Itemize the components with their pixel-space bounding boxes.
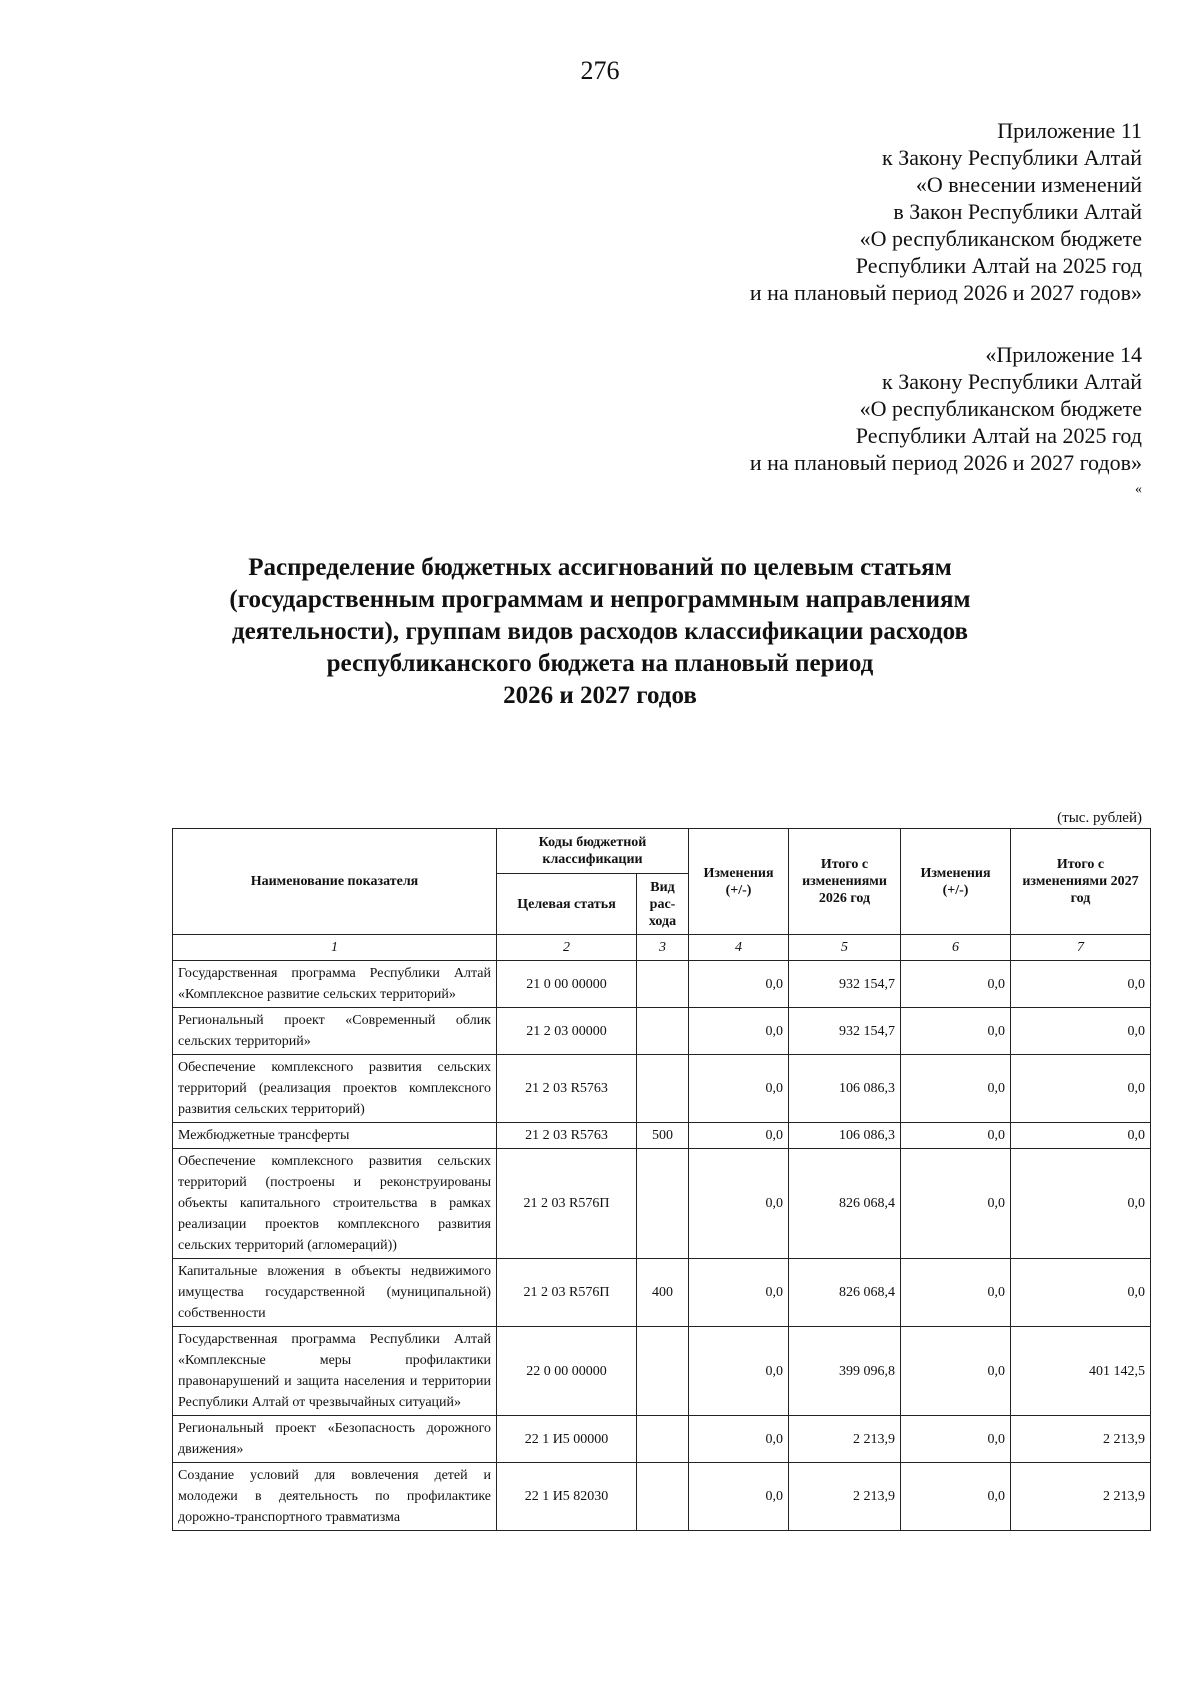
- header-target-article: Целевая статья: [497, 874, 637, 935]
- row-total-2027: 0,0: [1011, 1259, 1151, 1327]
- table-row: [173, 1123, 1151, 1149]
- header-total-2026: Итого с изменениями 2026 год: [789, 829, 901, 935]
- row-target-article: 21 2 03 00000: [497, 1008, 637, 1055]
- appendix-14-header: [750, 341, 1142, 476]
- table-row: [173, 1416, 1151, 1463]
- appendix-line: к Закону Республики Алтай: [882, 369, 1142, 394]
- appendix-line: «О республиканском бюджете: [859, 396, 1142, 421]
- title-line: республиканского бюджета на плановый период: [326, 650, 874, 677]
- row-total-2027: 0,0: [1011, 1008, 1151, 1055]
- title-line: (государственным программам и непрограммным направлениям: [229, 586, 971, 613]
- appendix-line: «Приложение 14: [985, 342, 1142, 367]
- header-codes-group: Коды бюджетной классификации: [497, 829, 689, 874]
- table-row: [173, 1008, 1151, 1055]
- column-number: 4: [689, 935, 789, 961]
- row-change-2027: 0,0: [901, 1259, 1011, 1327]
- row-expense-kind: [637, 1055, 689, 1123]
- opening-quote-mark: «: [1135, 482, 1142, 497]
- row-change-2027: 0,0: [901, 961, 1011, 1008]
- row-total-2027: 0,0: [1011, 961, 1151, 1008]
- row-target-article: 21 0 00 00000: [497, 961, 637, 1008]
- header-total-2027: Итого с изменениями 2027 год: [1011, 829, 1151, 935]
- appendix-line: Республики Алтай на 2025 год: [855, 423, 1142, 448]
- table-row: [173, 1463, 1151, 1531]
- row-name: Государственная программа Республики Алтай «Комплексное развитие сельских территорий»: [173, 961, 497, 1008]
- row-name: Региональный проект «Безопасность дорожного движения»: [173, 1416, 497, 1463]
- row-total-2027: 401 142,5: [1011, 1327, 1151, 1416]
- row-total-2026: 106 086,3: [789, 1055, 901, 1123]
- budget-table: [172, 828, 1151, 1531]
- row-name: Государственная программа Республики Алтай «Комплексные меры профилактики правонарушений и защита населения и территории Республики Алтай от чрезвычайных ситуаций»: [173, 1327, 497, 1416]
- table-row: [173, 1327, 1151, 1416]
- row-total-2026: 932 154,7: [789, 961, 901, 1008]
- row-name: Создание условий для вовлечения детей и молодежи в деятельность по профилактике дорожно-транспортного травматизма: [173, 1463, 497, 1531]
- column-number: 5: [789, 935, 901, 961]
- page-number: 276: [580, 56, 620, 85]
- row-change-2026: 0,0: [689, 1259, 789, 1327]
- header-name: Наименование показателя: [173, 829, 497, 935]
- row-total-2026: 826 068,4: [789, 1149, 901, 1259]
- row-total-2026: 932 154,7: [789, 1008, 901, 1055]
- row-name: Обеспечение комплексного развития сельских территорий (построены и реконструированы объекты капитального строительства в рамках реализации проектов комплексного развития сельских территорий (агломераций)): [173, 1149, 497, 1259]
- row-expense-kind: [637, 1463, 689, 1531]
- row-target-article: 22 1 И5 00000: [497, 1416, 637, 1463]
- column-number: 2: [497, 935, 637, 961]
- row-change-2026: 0,0: [689, 1149, 789, 1259]
- appendix-line: и на плановый период 2026 и 2027 годов»: [749, 450, 1142, 475]
- row-expense-kind: [637, 1327, 689, 1416]
- title-line: 2026 и 2027 годов: [503, 682, 697, 709]
- appendix-line: и на плановый период 2026 и 2027 годов»: [749, 280, 1142, 305]
- row-name: Капитальные вложения в объекты недвижимого имущества государственной (муниципальной) собственности: [173, 1259, 497, 1327]
- row-total-2027: 0,0: [1011, 1055, 1151, 1123]
- row-target-article: 22 0 00 00000: [497, 1327, 637, 1416]
- column-number: 1: [173, 935, 497, 961]
- row-change-2026: 0,0: [689, 1327, 789, 1416]
- row-total-2026: 2 213,9: [789, 1463, 901, 1531]
- row-change-2027: 0,0: [901, 1416, 1011, 1463]
- row-change-2027: 0,0: [901, 1463, 1011, 1531]
- row-total-2026: 399 096,8: [789, 1327, 901, 1416]
- appendix-line: в Закон Республики Алтай: [893, 199, 1142, 224]
- row-expense-kind: 500: [637, 1123, 689, 1149]
- header-change-2026: Изменения (+/-): [689, 829, 789, 935]
- header-expense-kind: Вид рас-хода: [637, 874, 689, 935]
- row-target-article: 21 2 03 R576П: [497, 1149, 637, 1259]
- table-row: [173, 1149, 1151, 1259]
- row-change-2027: 0,0: [901, 1123, 1011, 1149]
- column-number: 7: [1011, 935, 1151, 961]
- row-change-2027: 0,0: [901, 1055, 1011, 1123]
- row-name: Межбюджетные трансферты: [173, 1123, 497, 1149]
- row-target-article: 21 2 03 R5763: [497, 1055, 637, 1123]
- row-expense-kind: [637, 961, 689, 1008]
- row-total-2026: 2 213,9: [789, 1416, 901, 1463]
- row-expense-kind: [637, 1008, 689, 1055]
- row-target-article: 22 1 И5 82030: [497, 1463, 637, 1531]
- appendix-line: «О республиканском бюджете: [859, 226, 1142, 251]
- column-number: 3: [637, 935, 689, 961]
- table-row: [173, 1259, 1151, 1327]
- row-change-2027: 0,0: [901, 1149, 1011, 1259]
- row-change-2026: 0,0: [689, 961, 789, 1008]
- row-total-2027: 2 213,9: [1011, 1416, 1151, 1463]
- row-total-2026: 826 068,4: [789, 1259, 901, 1327]
- units-label: (тыс. рублей): [1057, 810, 1142, 826]
- table-row: [173, 1055, 1151, 1123]
- title-line: Распределение бюджетных ассигнований по целевым статьям: [248, 554, 952, 581]
- row-change-2026: 0,0: [689, 1008, 789, 1055]
- appendix-line: «О внесении изменений: [915, 172, 1142, 197]
- column-number-row: [173, 935, 1151, 961]
- appendix-line: Приложение 11: [997, 118, 1142, 143]
- row-change-2026: 0,0: [689, 1055, 789, 1123]
- row-total-2027: 0,0: [1011, 1149, 1151, 1259]
- row-total-2027: 2 213,9: [1011, 1463, 1151, 1531]
- document-title: [140, 552, 1060, 712]
- row-target-article: 21 2 03 R576П: [497, 1259, 637, 1327]
- row-change-2026: 0,0: [689, 1416, 789, 1463]
- row-change-2026: 0,0: [689, 1123, 789, 1149]
- title-line: деятельности), группам видов расходов классификации расходов: [231, 618, 969, 645]
- row-expense-kind: 400: [637, 1259, 689, 1327]
- row-expense-kind: [637, 1416, 689, 1463]
- row-total-2026: 106 086,3: [789, 1123, 901, 1149]
- appendix-line: Республики Алтай на 2025 год: [855, 253, 1142, 278]
- appendix-line: к Закону Республики Алтай: [882, 145, 1142, 170]
- row-target-article: 21 2 03 R5763: [497, 1123, 637, 1149]
- row-name: Обеспечение комплексного развития сельских территорий (реализация проектов комплексного развития сельских территорий): [173, 1055, 497, 1123]
- row-change-2026: 0,0: [689, 1463, 789, 1531]
- row-expense-kind: [637, 1149, 689, 1259]
- header-change-2027: Изменения (+/-): [901, 829, 1011, 935]
- row-name: Региональный проект «Современный облик сельских территорий»: [173, 1008, 497, 1055]
- appendix-11-header: [750, 117, 1142, 306]
- row-change-2027: 0,0: [901, 1008, 1011, 1055]
- table-row: [173, 961, 1151, 1008]
- row-change-2027: 0,0: [901, 1327, 1011, 1416]
- row-total-2027: 0,0: [1011, 1123, 1151, 1149]
- column-number: 6: [901, 935, 1011, 961]
